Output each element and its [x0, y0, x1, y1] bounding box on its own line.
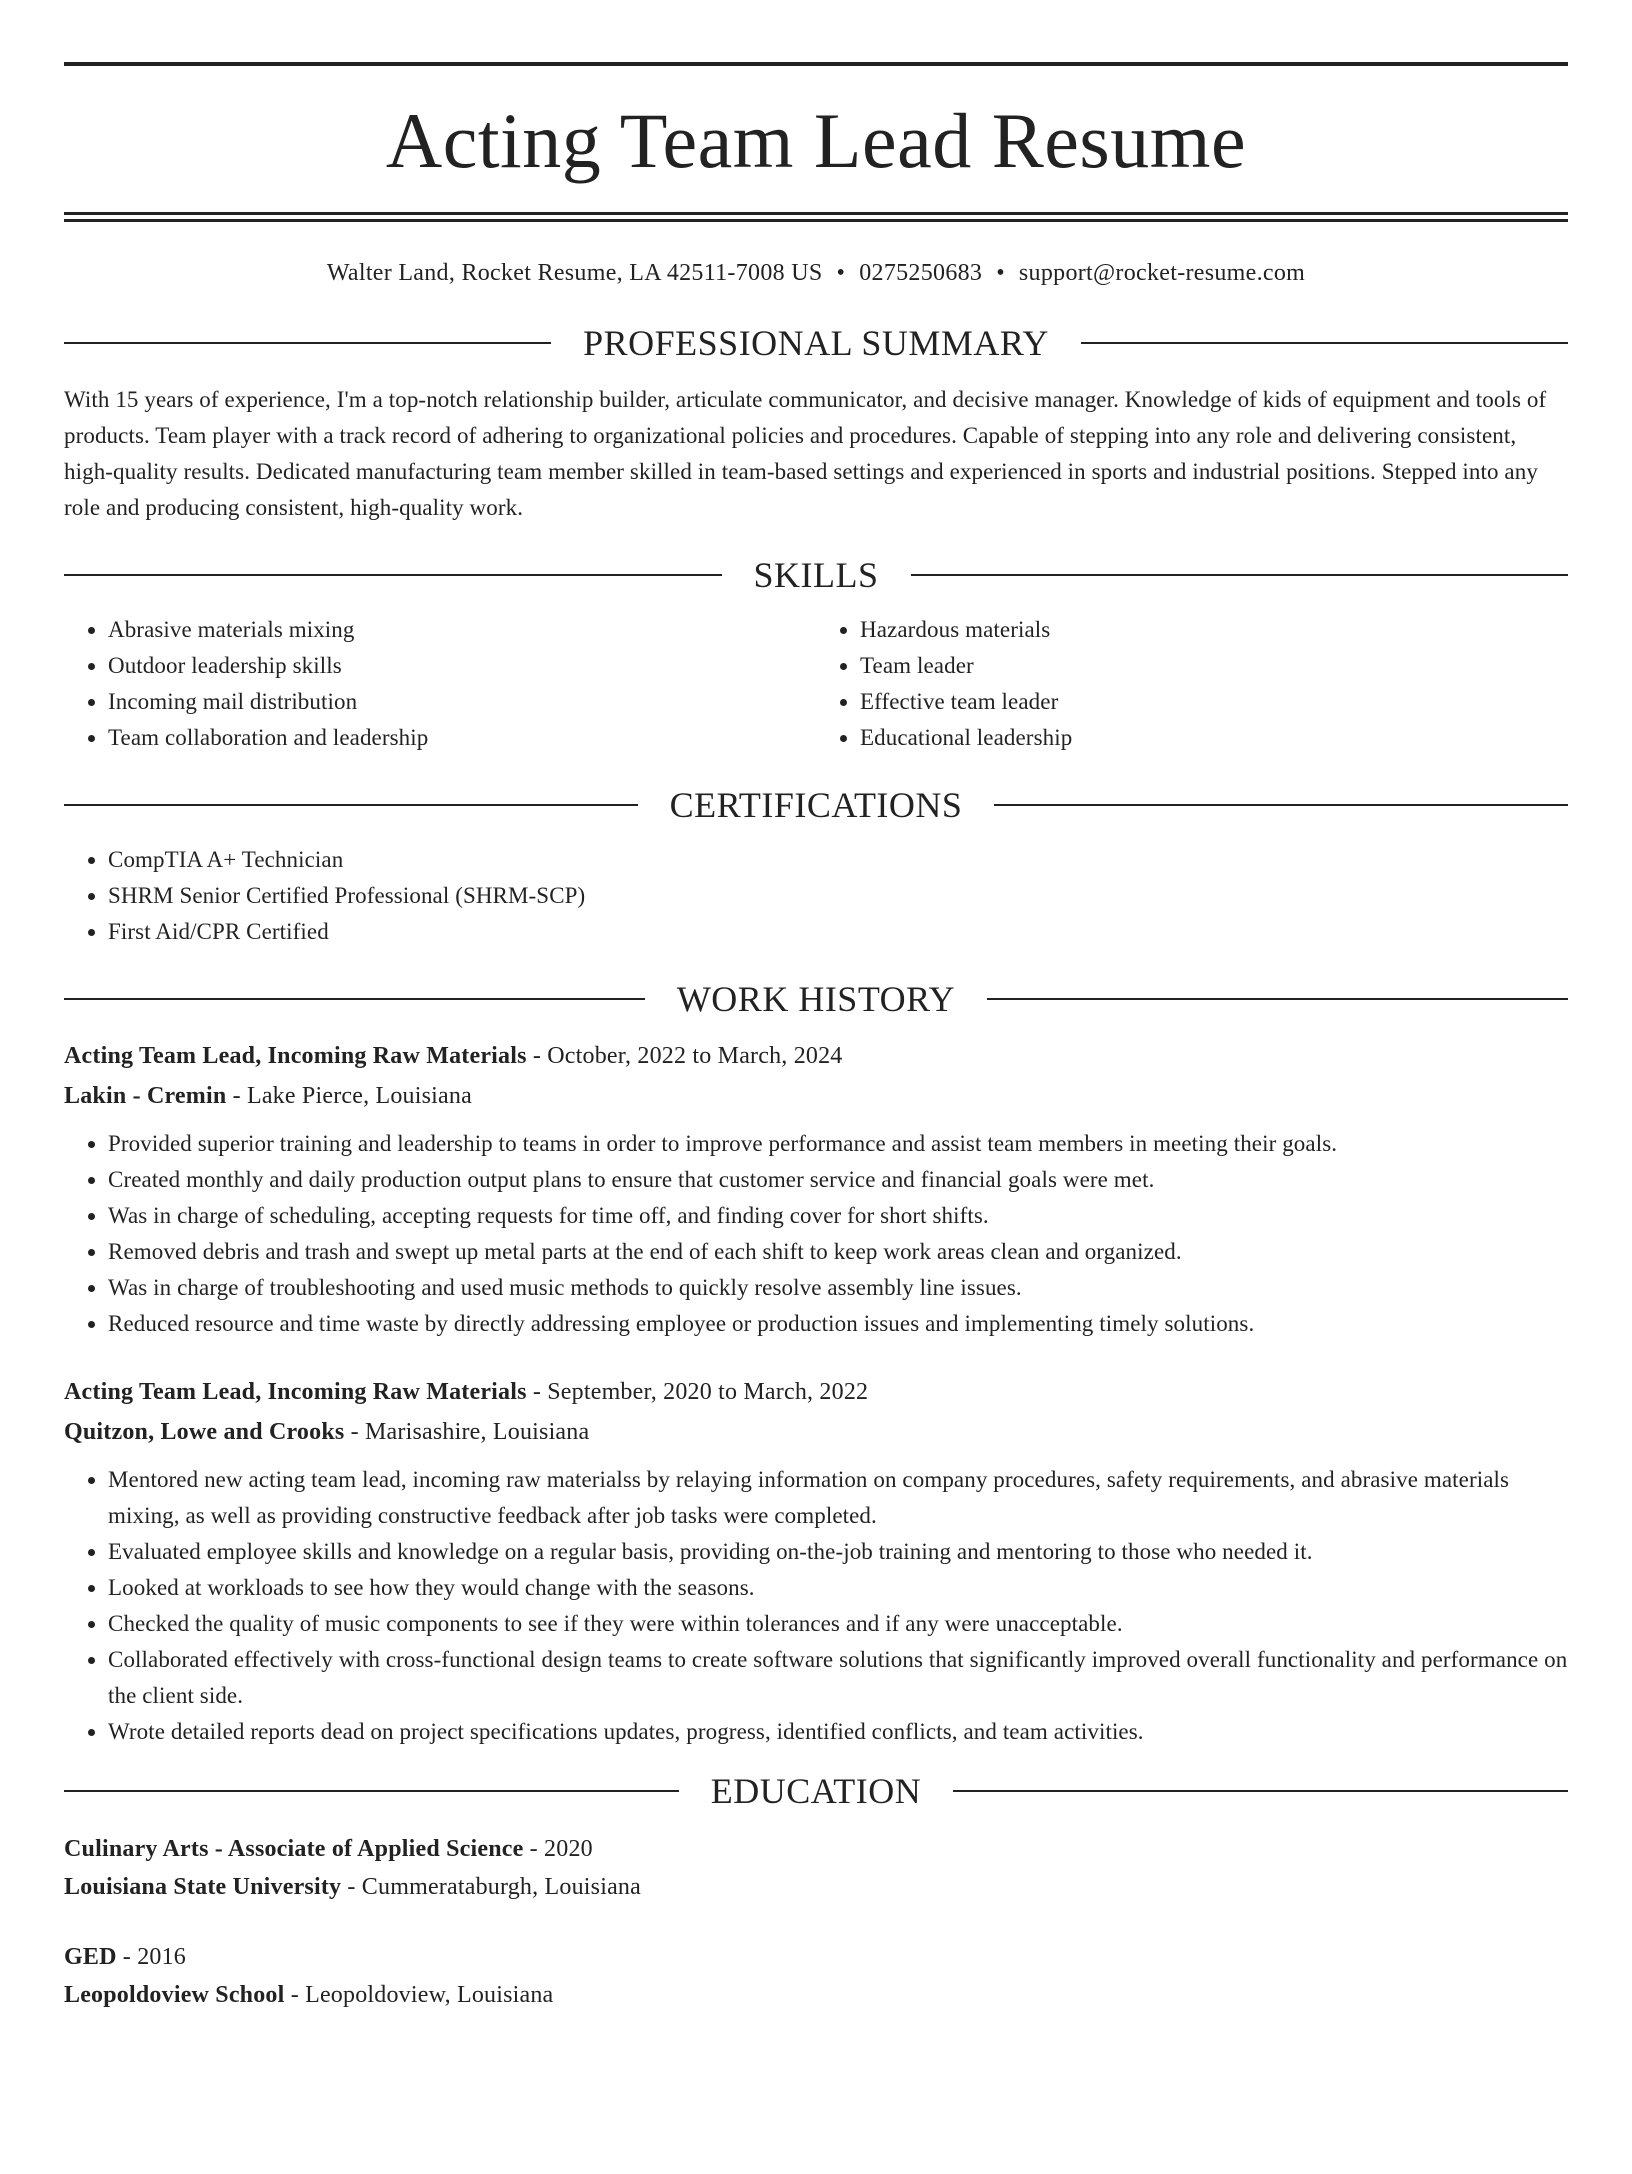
- top-rule: [64, 62, 1568, 66]
- job-dates: - October, 2022 to March, 2024: [526, 1043, 843, 1069]
- job-title-line: [64, 1372, 1568, 1412]
- resume-page: [0, 62, 1632, 2174]
- education-year: - 2016: [116, 1944, 187, 1970]
- job-bullets: [64, 1126, 1568, 1342]
- contact-separator: •: [996, 260, 1005, 286]
- section-heading-certifications: [64, 782, 1568, 828]
- job-bullet: • Looked at workloads to see how they would change with the seasons.: [108, 1570, 1568, 1606]
- title-double-rule: [64, 212, 1568, 222]
- education-location: - Leopoldoview, Louisiana: [284, 1982, 554, 2008]
- skill-item: • Incoming mail distribution: [108, 684, 816, 720]
- job-company-line: [64, 1412, 1568, 1452]
- job-bullet: • Collaborated effectively with cross-functional design teams to create software solutions that significantly improved overall functionality and performance on the client side.: [108, 1642, 1568, 1714]
- job-location: - Lake Pierce, Louisiana: [226, 1083, 472, 1109]
- job-bullet: • Was in charge of troubleshooting and used music methods to quickly resolve assembly line issues.: [108, 1270, 1568, 1306]
- job-bullet: • Evaluated employee skills and knowledge on a regular basis, providing on-the-job training and mentoring to those who needed it.: [108, 1534, 1568, 1570]
- education-entry: [64, 1938, 1568, 2014]
- divider-line: [911, 574, 1569, 576]
- education-school: Louisiana State University: [64, 1874, 342, 1900]
- education-degree-line: [64, 1938, 1568, 1976]
- skills-column-left: [64, 612, 816, 756]
- job-bullet: • Created monthly and daily production output plans to ensure that customer service and financial goals were met.: [108, 1162, 1568, 1198]
- job-bullets: [64, 1462, 1568, 1750]
- section-title: EDUCATION: [710, 1771, 922, 1811]
- skill-item: • Abrasive materials mixing: [108, 612, 816, 648]
- contact-phone: 0275250683: [859, 260, 983, 286]
- divider-line: [64, 998, 645, 1000]
- contact-separator: •: [836, 260, 846, 286]
- contact-email: support@rocket-resume.com: [1018, 260, 1306, 286]
- section-heading-work-history: [64, 976, 1568, 1022]
- skill-item: • Outdoor leadership skills: [108, 648, 816, 684]
- contact-line: [64, 258, 1568, 288]
- skill-item: • Team collaboration and leadership: [108, 720, 816, 756]
- skill-item: • Team leader: [860, 648, 1568, 684]
- divider-line: [64, 804, 638, 806]
- section-title: SKILLS: [753, 555, 879, 595]
- divider-line: [64, 1790, 679, 1792]
- education-school-line: [64, 1976, 1568, 2014]
- job-bullet: • Checked the quality of music components to see if they were within tolerances and if any were unacceptable.: [108, 1606, 1568, 1642]
- job-bullet: • Was in charge of scheduling, accepting requests for time off, and finding cover for short shifts.: [108, 1198, 1568, 1234]
- divider-line: [64, 342, 551, 344]
- job-location: - Marisashire, Louisiana: [344, 1419, 590, 1445]
- section-heading-education: [64, 1768, 1568, 1814]
- skill-item: • Hazardous materials: [860, 612, 1568, 648]
- skills-column-right: [816, 612, 1568, 756]
- job-bullet: • Reduced resource and time waste by directly addressing employee or production issues and implementing timely solutions.: [108, 1306, 1568, 1342]
- education-degree: GED: [64, 1944, 117, 1970]
- education-degree-line: [64, 1830, 1568, 1868]
- section-title: WORK HISTORY: [676, 979, 956, 1019]
- education-school: Leopoldoview School: [64, 1982, 285, 2008]
- divider-line: [994, 804, 1568, 806]
- skill-item: • Educational leadership: [860, 720, 1568, 756]
- section-title: CERTIFICATIONS: [669, 785, 963, 825]
- page-title: Acting Team Lead Resume: [385, 97, 1247, 184]
- divider-line: [987, 998, 1568, 1000]
- job-bullet: • Removed debris and trash and swept up metal parts at the end of each shift to keep work areas clean and organized.: [108, 1234, 1568, 1270]
- certifications-list: [64, 842, 1568, 950]
- skill-item: • Effective team leader: [860, 684, 1568, 720]
- job-company-line: [64, 1076, 1568, 1116]
- certification-item: • SHRM Senior Certified Professional (SHRM-SCP): [108, 878, 1568, 914]
- education-year: - 2020: [523, 1836, 593, 1862]
- job-bullet: • Wrote detailed reports dead on project specifications updates, progress, identified conflicts, and team activities.: [108, 1714, 1568, 1750]
- divider-line: [953, 1790, 1568, 1792]
- job-bullet: • Mentored new acting team lead, incoming raw materialss by relaying information on company procedures, safety requirements, and abrasive materials mixing, as well as providing constructive feedback after job tasks were completed.: [108, 1462, 1568, 1534]
- job-dates: - September, 2020 to March, 2022: [526, 1379, 869, 1405]
- divider-line: [1081, 342, 1568, 344]
- job-entry: [64, 1036, 1568, 1342]
- section-heading-skills: [64, 552, 1568, 598]
- job-title: Acting Team Lead, Incoming Raw Materials: [64, 1043, 527, 1069]
- job-company: Lakin - Cremin: [64, 1083, 227, 1109]
- job-company: Quitzon, Lowe and Crooks: [64, 1419, 345, 1445]
- summary-text: With 15 years of experience, I'm a top-notch relationship builder, articulate communicator, and decisive manager. Knowledge of kids of equipment and tools of products. Team player with a track record of adhering to organizational policies and procedures. Capable of stepping into any role and delivering consistent, high-quality results. Dedicated manufacturing team member skilled in team-based settings and experienced in sports and industrial positions. Stepped into any role and producing consistent, high-quality work.: [64, 387, 1547, 520]
- job-bullet: • Provided superior training and leadership to teams in order to improve performance and assist team members in meeting their goals.: [108, 1126, 1568, 1162]
- skills-grid: [64, 612, 1568, 756]
- job-entry: [64, 1372, 1568, 1750]
- certification-item: • First Aid/CPR Certified: [108, 914, 1568, 950]
- education-degree: Culinary Arts - Associate of Applied Science: [64, 1836, 524, 1862]
- certification-item: • CompTIA A+ Technician: [108, 842, 1568, 878]
- education-school-line: [64, 1868, 1568, 1906]
- education-entry: [64, 1830, 1568, 1906]
- job-title: Acting Team Lead, Incoming Raw Materials: [64, 1379, 527, 1405]
- section-heading-summary: [64, 320, 1568, 366]
- divider-line: [64, 574, 722, 576]
- contact-address: Walter Land, Rocket Resume, LA 42511-7008 US: [326, 260, 823, 286]
- job-title-line: [64, 1036, 1568, 1076]
- section-title: PROFESSIONAL SUMMARY: [583, 323, 1049, 363]
- education-location: - Cummerataburgh, Louisiana: [341, 1874, 641, 1900]
